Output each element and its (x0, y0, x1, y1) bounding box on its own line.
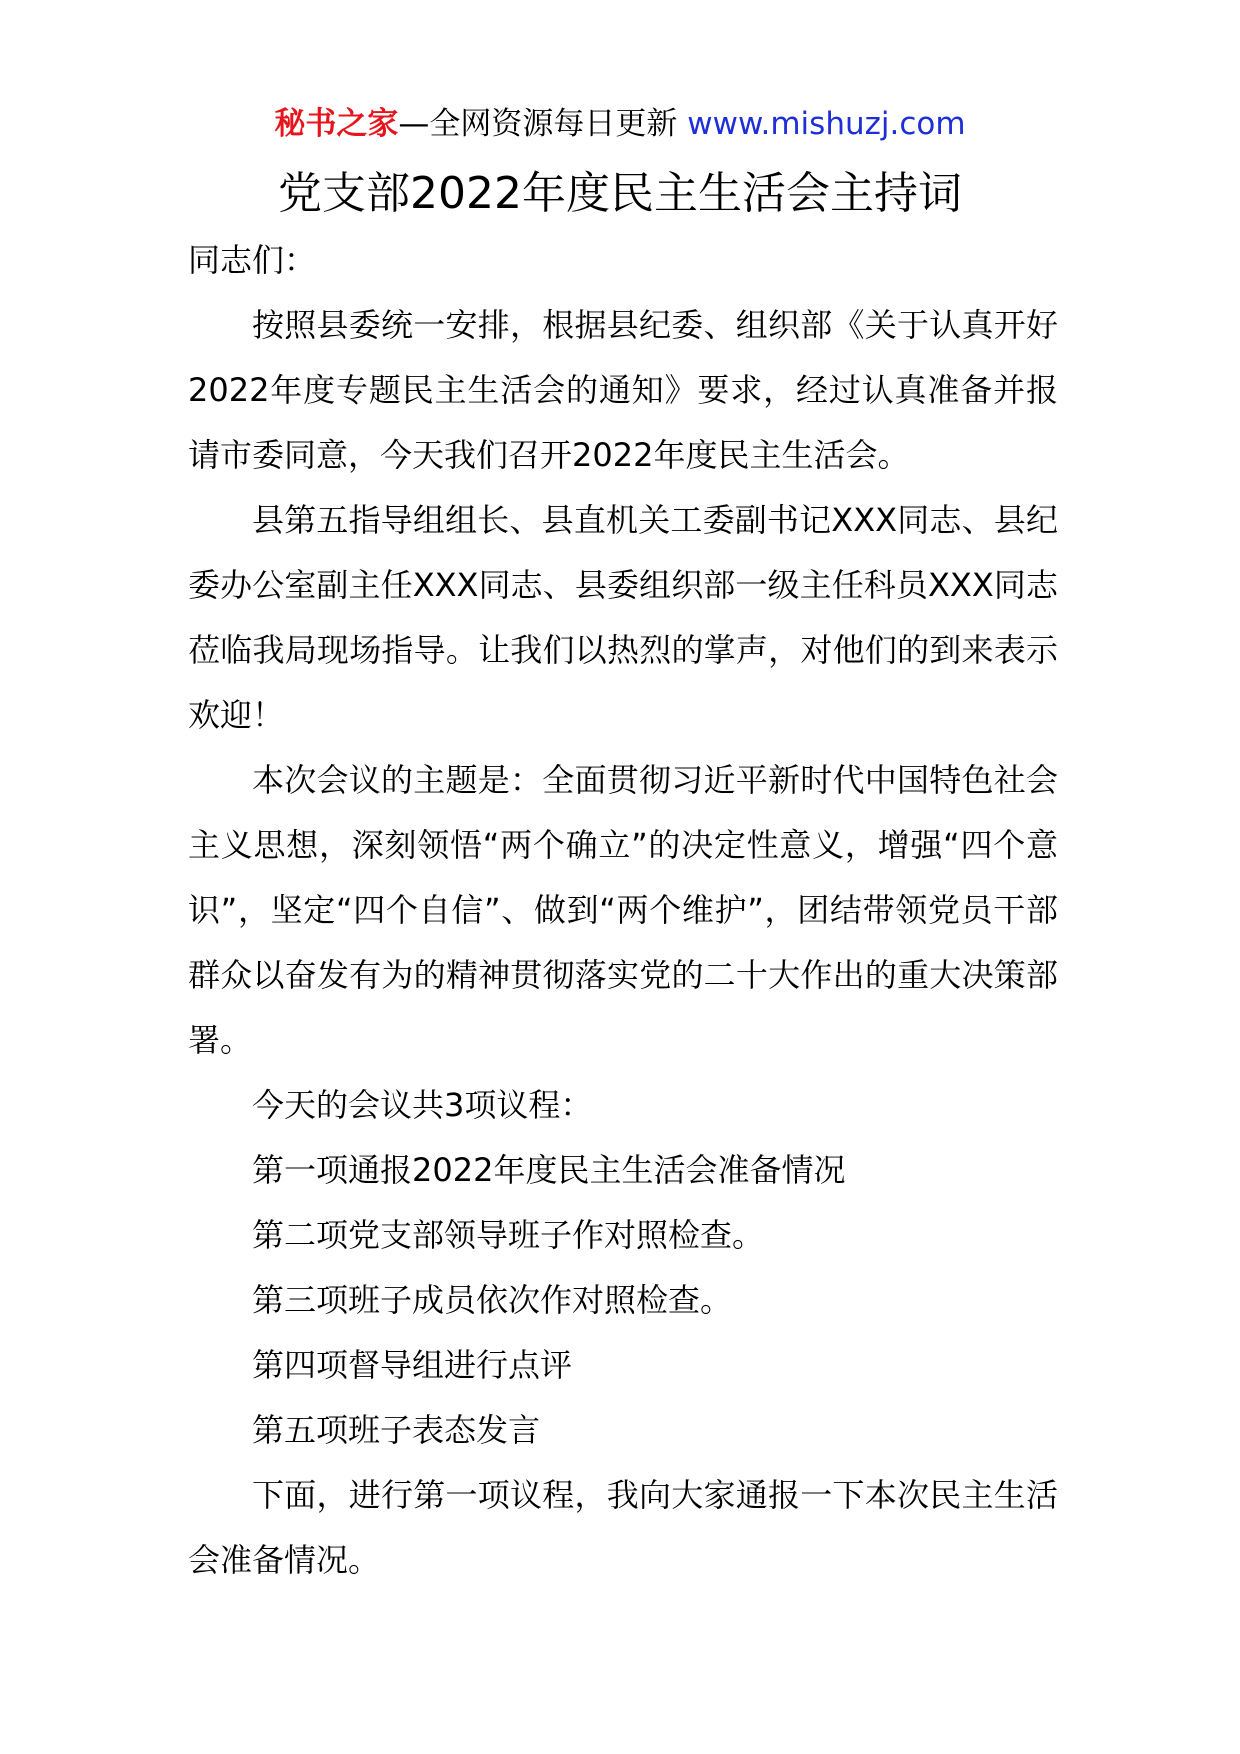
site-header (0, 100, 1240, 148)
site-url-link[interactable]: www.mishuzj.com (687, 106, 966, 142)
agenda-item-1: 第一项通报2022年度民主生活会准备情况 (252, 1151, 846, 1189)
brand-name: 秘书之家 (274, 106, 399, 142)
agenda-item-2: 第二项党支部领导班子作对照检查。 (252, 1216, 765, 1254)
document-title: 党支部2022年度民主生活会主持词 (278, 168, 962, 219)
agenda-item-4: 第四项督导组进行点评 (252, 1346, 573, 1384)
agenda-item-5: 第五项班子表态发言 (252, 1411, 541, 1449)
paragraph-agenda-intro: 今天的会议共3项议程： (252, 1086, 593, 1124)
header-tagline: —全网资源每日更新 (398, 106, 678, 142)
paragraph-arrangement: 按照县委统一安排，根据县纪委、组织部《关于认真开好2022年度专题民主生活会的通知》要求，经过认真准备并报请市委同意，今天我们召开2022年度民主生活会。 (188, 306, 1058, 474)
paragraph-theme: 本次会议的主题是：全面贯彻习近平新时代中国特色社会主义思想，深刻领悟“两个确立”的决定性意义，增强“四个意识”，坚定“四个自信”、做到“两个维护”，团结带领党员干部群众以奋发有为的精神贯彻落实党的二十大作出的重大决策部署。 (188, 761, 1058, 1059)
salutation: 同志们： (188, 241, 317, 279)
agenda-item-3: 第三项班子成员依次作对照检查。 (252, 1281, 733, 1319)
paragraph-guests: 县第五指导组组长、县直机关工委副书记XXX同志、县纪委办公室副主任XXX同志、县委组织部一级主任科员XXX同志莅临我局现场指导。让我们以热烈的掌声，对他们的到来表示欢迎！ (188, 501, 1058, 734)
document-body (188, 228, 1058, 1593)
paragraph-closing: 下面，进行第一项议程，我向大家通报一下本次民主生活会准备情况。 (188, 1476, 1058, 1579)
